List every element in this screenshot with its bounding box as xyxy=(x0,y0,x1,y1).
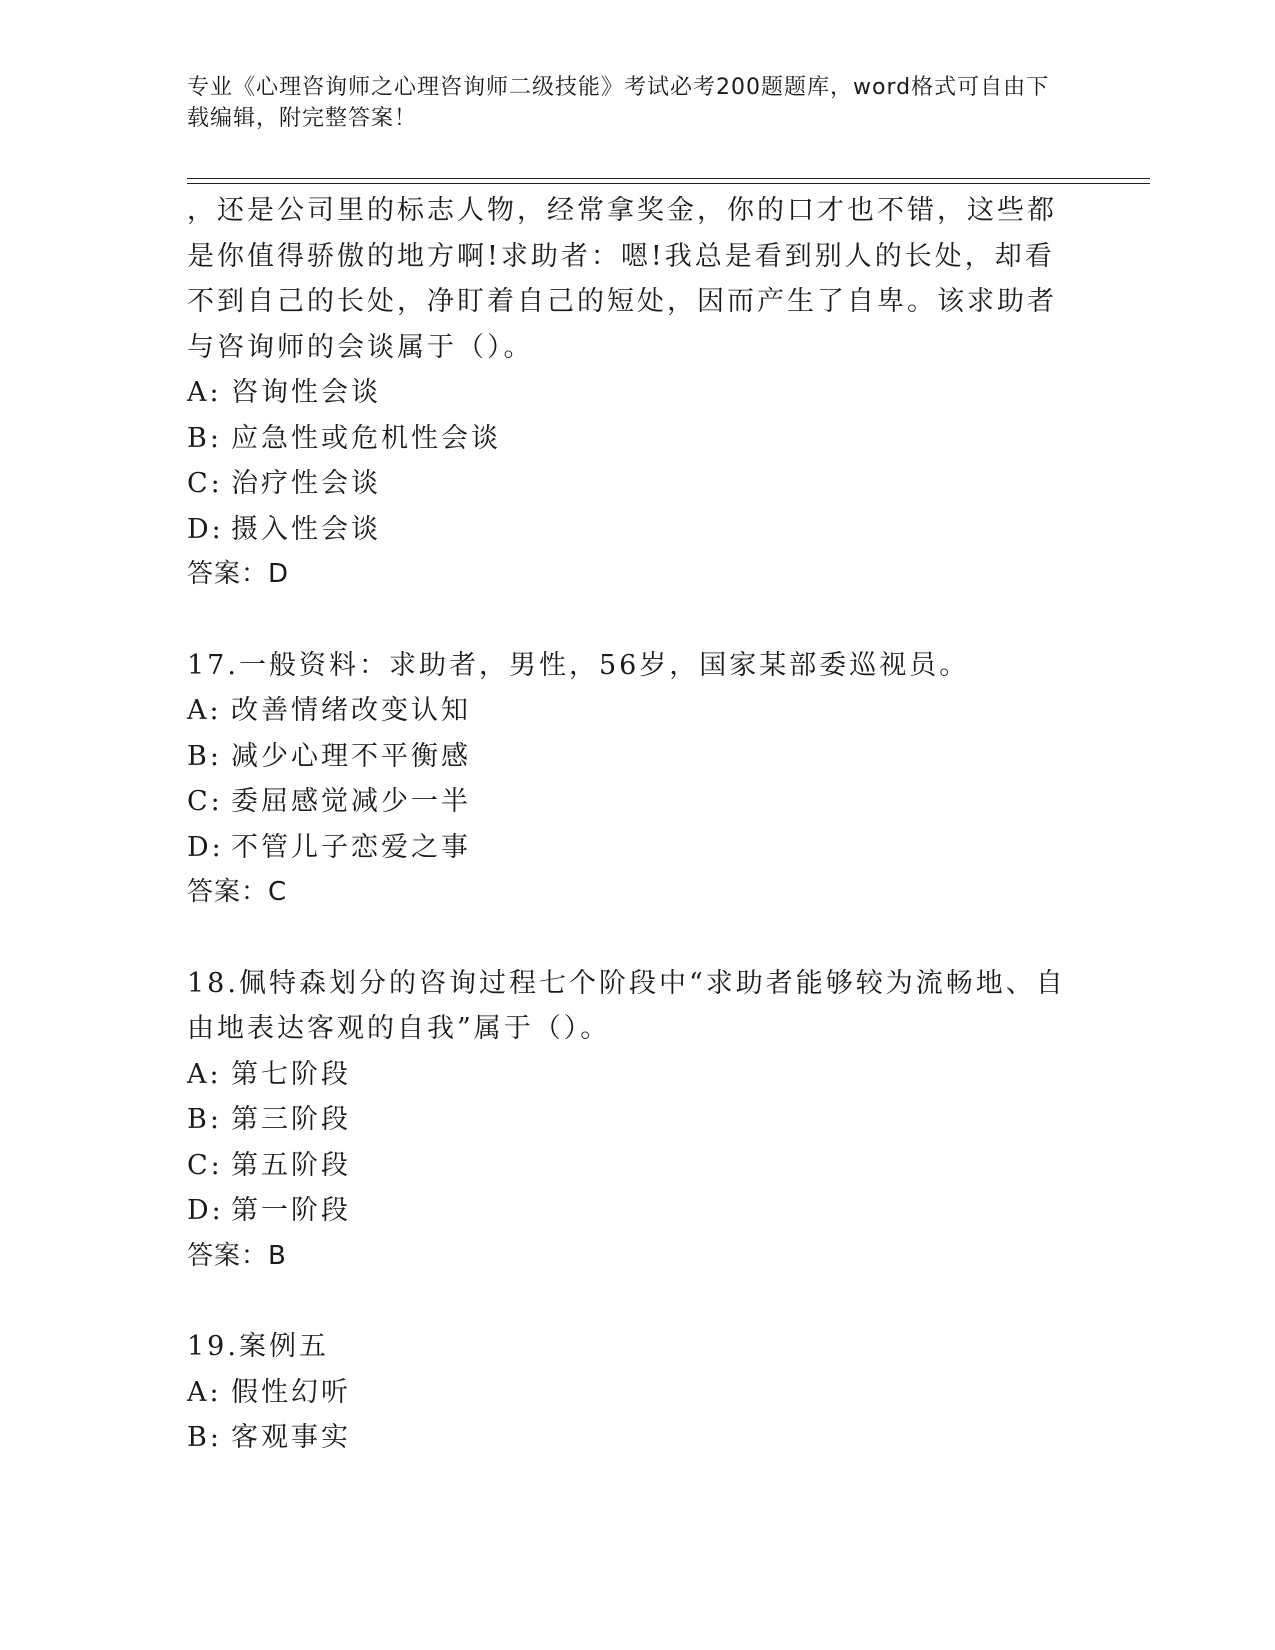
option-text: 第三阶段 xyxy=(231,1104,351,1135)
option-c xyxy=(187,779,1067,825)
question-list xyxy=(187,188,1067,1461)
question-block xyxy=(187,961,1067,1280)
option-letter: B: xyxy=(187,740,222,772)
option-letter: C: xyxy=(187,786,223,817)
option-letter: C: xyxy=(187,1149,223,1181)
answer-line: 答案：D xyxy=(187,559,290,589)
option-letter: A: xyxy=(187,695,222,726)
option-d xyxy=(187,825,1067,871)
option-text: 客观事实 xyxy=(231,1422,351,1453)
option-b xyxy=(187,1097,1067,1143)
document-header: 专业《心理咨询师之心理咨询师二级技能》考试必考200题题库，word格式可自由下载编辑，附完整答案！ xyxy=(187,75,1050,131)
option-text: 治疗性会谈 xyxy=(231,468,381,499)
spacer xyxy=(187,1279,1067,1324)
option-b xyxy=(187,734,1067,780)
option-a xyxy=(187,688,1067,734)
spacer xyxy=(187,598,1067,643)
option-letter: B: xyxy=(187,1422,222,1453)
option-a xyxy=(187,1052,1067,1098)
option-text: 假性幻听 xyxy=(231,1376,351,1408)
option-text: 摄入性会谈 xyxy=(231,513,381,545)
option-text: 委屈感觉减少一半 xyxy=(231,786,471,817)
option-c xyxy=(187,461,1067,507)
option-d xyxy=(187,1188,1067,1234)
option-letter: A: xyxy=(187,1376,222,1408)
option-text: 不管儿子恋爱之事 xyxy=(231,831,471,863)
question-stem: 18.佩特森划分的咨询过程七个阶段中“求助者能够较为流畅地、自由地表达客观的自我”属于（）。 xyxy=(187,967,1066,1044)
answer-line: 答案：B xyxy=(187,1240,287,1271)
option-text: 应急性或危机性会谈 xyxy=(231,422,501,454)
option-text: 改善情绪改变认知 xyxy=(231,695,471,726)
option-letter: C: xyxy=(187,468,223,499)
option-letter: D: xyxy=(187,831,224,863)
question-block xyxy=(187,1324,1067,1461)
option-letter: D: xyxy=(187,1195,224,1226)
option-a xyxy=(187,1370,1067,1416)
question-stem: ，还是公司里的标志人物，经常拿奖金，你的口才也不错，这些都是你值得骄傲的地方啊!求助者：嗯!我总是看到别人的长处，却看不到自己的长处，净盯着自己的短处，因而产生了自卑。该求助者与咨询师的会谈属于（）。 xyxy=(187,195,1057,363)
option-b xyxy=(187,416,1067,462)
option-c xyxy=(187,1143,1067,1189)
header-rule-bottom xyxy=(187,183,1150,184)
option-letter: B: xyxy=(187,1104,222,1135)
option-text: 第七阶段 xyxy=(231,1058,351,1090)
option-letter: B: xyxy=(187,422,222,454)
question-block xyxy=(187,643,1067,916)
option-text: 减少心理不平衡感 xyxy=(231,740,471,772)
option-text: 第五阶段 xyxy=(231,1149,351,1181)
option-letter: A: xyxy=(187,377,222,408)
answer-line: 答案：C xyxy=(187,877,288,907)
option-text: 咨询性会谈 xyxy=(231,377,381,408)
option-text: 第一阶段 xyxy=(231,1195,351,1226)
option-d xyxy=(187,507,1067,553)
question-stem: 17.一般资料：求助者，男性，56岁，国家某部委巡视员。 xyxy=(187,649,970,681)
option-a xyxy=(187,370,1067,416)
header-rule-top xyxy=(187,178,1150,179)
question-stem: 19.案例五 xyxy=(187,1331,329,1362)
option-letter: A: xyxy=(187,1058,222,1090)
spacer xyxy=(187,916,1067,961)
question-block xyxy=(187,188,1067,598)
option-letter: D: xyxy=(187,513,224,545)
option-b xyxy=(187,1415,1067,1461)
